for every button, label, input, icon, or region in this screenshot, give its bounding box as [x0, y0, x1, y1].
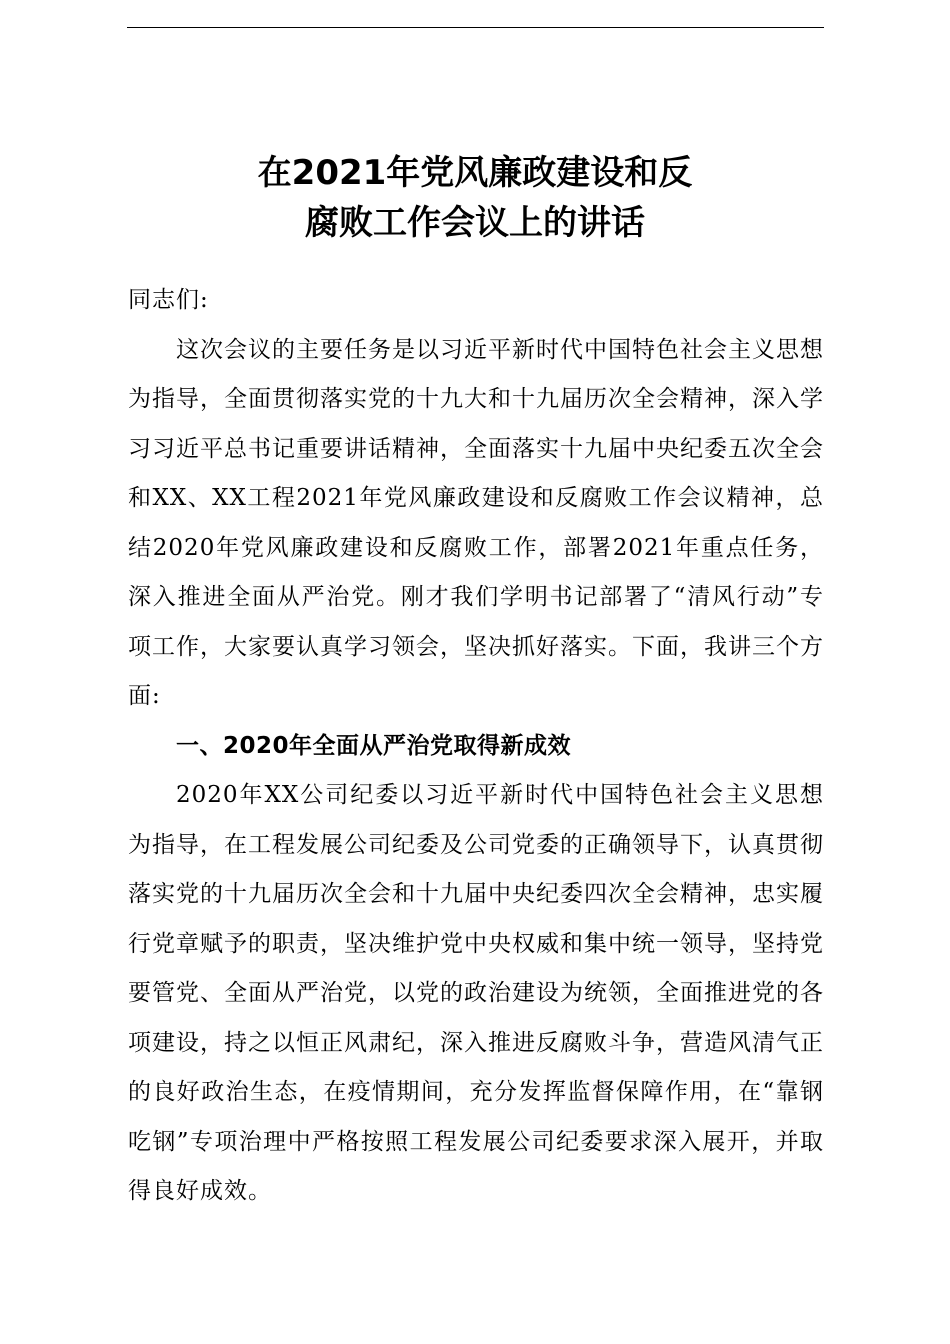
salutation: 同志们:: [128, 287, 209, 313]
paragraph-2: 2020年XX公司纪委以习近平新时代中国特色社会主义思想为指导，在工程发展公司纪委及公司党委的正确领导下，认真贯彻落实党的十九届历次全会和十九届中央纪委四次全会精神，忠实履行党章赋予的职责，坚决维护党中央权威和集中统一领导，坚持党要管党、全面从严治党，以党的政治建设为统领，全面推进党的各项建设，持之以恒正风肃纪，深入推进反腐败斗争，营造风清气正的良好政治生态，在疫情期间，充分发挥监督保障作用，在“靠钢吃钢”专项治理中严格按照工程发展公司纪委要求深入展开，并取得良好成效。: [128, 782, 824, 1204]
paragraph-1: 这次会议的主要任务是以习近平新时代中国特色社会主义思想为指导，全面贯彻落实党的十九大和十九届历次全会精神，深入学习习近平总书记重要讲话精神，全面落实十九届中央纪委五次全会和XX、XX工程2021年党风廉政建设和反腐败工作会议精神，总结2020年党风廉政建设和反腐败工作，部署2021年重点任务，深入推进全面从严治党。刚才我们学明书记部署了“清风行动”专项工作，大家要认真学习领会，坚决抓好落实。下面，我讲三个方面:: [128, 336, 824, 709]
section-heading-1: 一、2020年全面从严治党取得新成效: [176, 732, 572, 759]
document-title: [0, 148, 950, 248]
title-line-2: 腐败工作会议上的讲话: [305, 203, 645, 243]
header-rule: [127, 27, 824, 28]
document-body: [128, 276, 824, 1217]
title-line-1: 在2021年党风廉政建设和反: [257, 153, 693, 193]
